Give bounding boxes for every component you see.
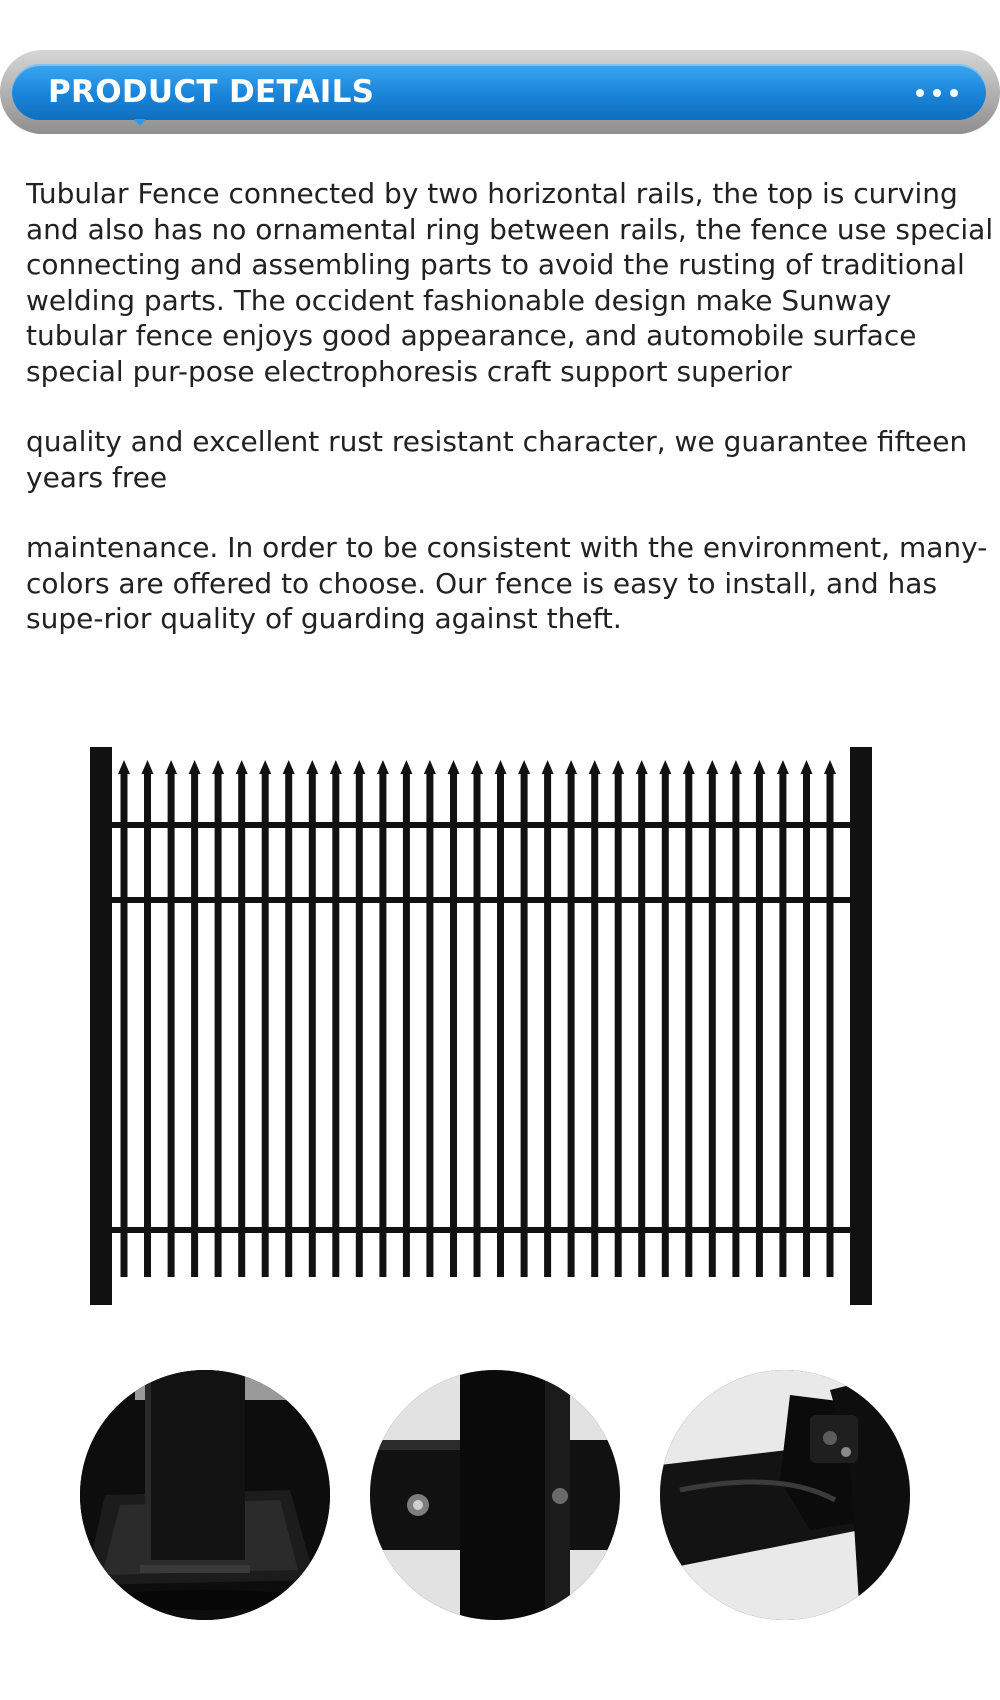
- description-paragraph: quality and excellent rust resistant character, we guarantee fifteen years free: [26, 425, 968, 494]
- fence-picket-tip: [283, 760, 295, 774]
- fence-picket-tip: [400, 760, 412, 774]
- fence-picket: [568, 772, 575, 1277]
- fence-picket: [732, 772, 739, 1277]
- fence-picket-tip: [142, 760, 154, 774]
- detail-images-row: [80, 1370, 910, 1620]
- fence-picket: [803, 772, 810, 1277]
- fence-picket: [403, 772, 410, 1277]
- fence-picket-tip: [189, 760, 201, 774]
- fence-picket: [309, 772, 316, 1277]
- fence-picket-tip: [730, 760, 742, 774]
- fence-picket-tip: [424, 760, 436, 774]
- fence-picket: [827, 772, 834, 1277]
- fence-picket: [638, 772, 645, 1277]
- fence-picket: [779, 772, 786, 1277]
- section-header: [0, 50, 1000, 134]
- fence-picket-tip: [353, 760, 365, 774]
- fence-picket: [215, 772, 222, 1277]
- header-banner: [12, 64, 986, 120]
- fence-picket: [262, 772, 269, 1277]
- fence-picket-tip: [306, 760, 318, 774]
- fence-picket-tip: [471, 760, 483, 774]
- post-base-detail-image: [80, 1370, 330, 1620]
- fence-picket-tip: [495, 760, 507, 774]
- bolt-joint-detail-image: [370, 1370, 620, 1620]
- fence-picket: [756, 772, 763, 1277]
- product-description: [26, 176, 998, 672]
- bracket-detail-image: [660, 1370, 910, 1620]
- fence-picket: [144, 772, 151, 1277]
- fence-picket-tip: [542, 760, 554, 774]
- fence-picket-tip: [259, 760, 271, 774]
- fence-picket-tip: [330, 760, 342, 774]
- fence-picket: [191, 772, 198, 1277]
- fence-picket-tip: [236, 760, 248, 774]
- fence-picket-tip: [118, 760, 130, 774]
- fence-picket: [426, 772, 433, 1277]
- fence-picket: [168, 772, 175, 1277]
- fence-picket: [497, 772, 504, 1277]
- more-dots-icon: [916, 89, 958, 97]
- fence-picket-tip: [753, 760, 765, 774]
- fence-picket: [379, 772, 386, 1277]
- fence-picket-tip: [683, 760, 695, 774]
- fence-picket: [238, 772, 245, 1277]
- fence-picket: [544, 772, 551, 1277]
- fence-picket: [591, 772, 598, 1277]
- fence-picket: [450, 772, 457, 1277]
- fence-picket: [662, 772, 669, 1277]
- fence-picket: [709, 772, 716, 1277]
- description-paragraph: Tubular Fence connected by two horizontal rails, the top is curving and also has no ornamental ring between rails, the fence use special connecting and assembling parts to avoid the rusting of traditional welding parts. The occident fashionable design make Sunway tubular fence enjoys good appearance, and automobile surface special pur-pose electrophoresis craft support superior: [26, 177, 994, 388]
- banner-notch: [134, 119, 146, 126]
- fence-picket: [121, 772, 128, 1277]
- fence-picket: [285, 772, 292, 1277]
- fence-picket: [615, 772, 622, 1277]
- fence-picket-tip: [377, 760, 389, 774]
- fence-picket: [521, 772, 528, 1277]
- fence-picket-tip: [801, 760, 813, 774]
- fence-picket-tip: [589, 760, 601, 774]
- fence-picket-tip: [518, 760, 530, 774]
- fence-picket: [685, 772, 692, 1277]
- fence-picket-tip: [448, 760, 460, 774]
- fence-picket-tip: [706, 760, 718, 774]
- section-title: PRODUCT DETAILS: [48, 74, 375, 110]
- fence-picket-tip: [612, 760, 624, 774]
- fence-picket: [356, 772, 363, 1277]
- fence-picket-tip: [212, 760, 224, 774]
- fence-panel-image: [84, 742, 874, 1307]
- fence-picket-tip: [777, 760, 789, 774]
- fence-picket-tip: [165, 760, 177, 774]
- fence-picket: [474, 772, 481, 1277]
- fence-picket-tip: [565, 760, 577, 774]
- fence-picket-tip: [636, 760, 648, 774]
- fence-picket-tip: [824, 760, 836, 774]
- description-paragraph: maintenance. In order to be consistent with the environment, many-colors are offered to choose. Our fence is easy to install, and has supe-rior quality of guarding against theft.: [26, 531, 988, 635]
- fence-picket: [332, 772, 339, 1277]
- fence-picket-tip: [659, 760, 671, 774]
